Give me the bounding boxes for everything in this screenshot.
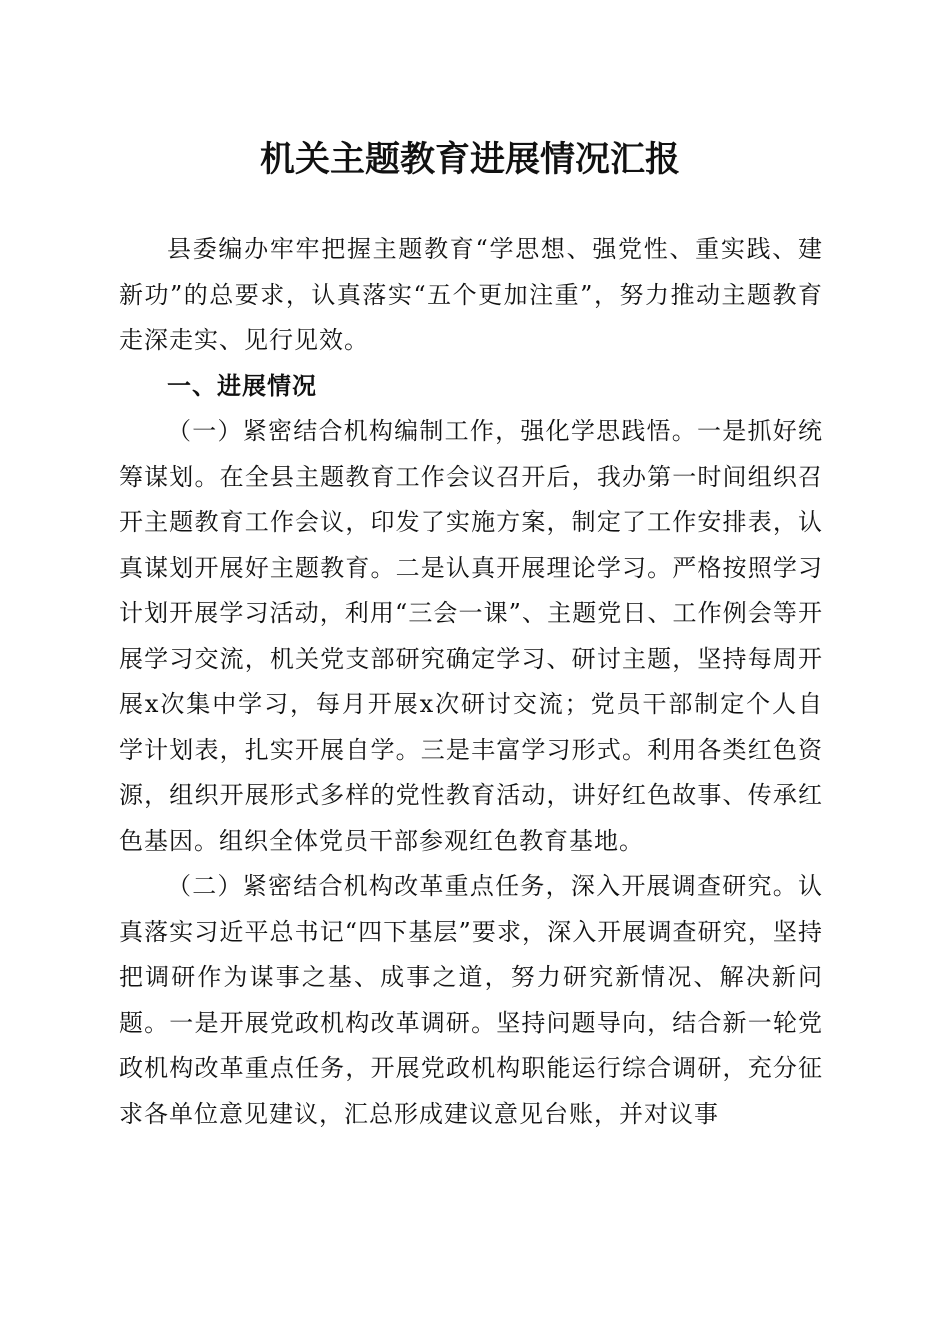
document-body: [119, 227, 823, 1137]
intro-paragraph: 县委编办牢牢把握主题教育“学思想、强党性、重实践、建新功”的总要求，认真落实“五个更加注重”，努力推动主题教育走深走实、见行见效。: [119, 235, 823, 354]
document-title: 机关主题教育进展情况汇报: [259, 139, 680, 180]
body-paragraph-1: （一）紧密结合机构编制工作，强化学思践悟。一是抓好统筹谋划。在全县主题教育工作会议召开后，我办第一时间组织召开主题教育工作会议，印发了实施方案，制定了工作安排表，认真谋划开展好主题教育。二是认真开展理论学习。严格按照学习计划开展学习活动，利用“三会一课”、主题党日、工作例会等开展学习交流，机关党支部研究确定学习、研讨主题，坚持每周开展x次集中学习，每月开展x次研讨交流；党员干部制定个人自学计划表，扎实开展自学。三是丰富学习形式。利用各类红色资源，组织开展形式多样的党性教育活动，讲好红色故事、传承红色基因。组织全体党员干部参观红色教育基地。: [119, 417, 823, 855]
section-heading: 一、进展情况: [167, 371, 317, 400]
body-paragraph-2: （二）紧密结合机构改革重点任务，深入开展调查研究。认真落实习近平总书记“四下基层”要求，深入开展调查研究，坚持把调研作为谋事之基、成事之道，努力研究新情况、解决新问题。一是开展党政机构改革调研。坚持问题导向，结合新一轮党政机构改革重点任务，开展党政机构职能运行综合调研，充分征求各单位意见建议，汇总形成建议意见台账，并对议事: [119, 872, 823, 1128]
